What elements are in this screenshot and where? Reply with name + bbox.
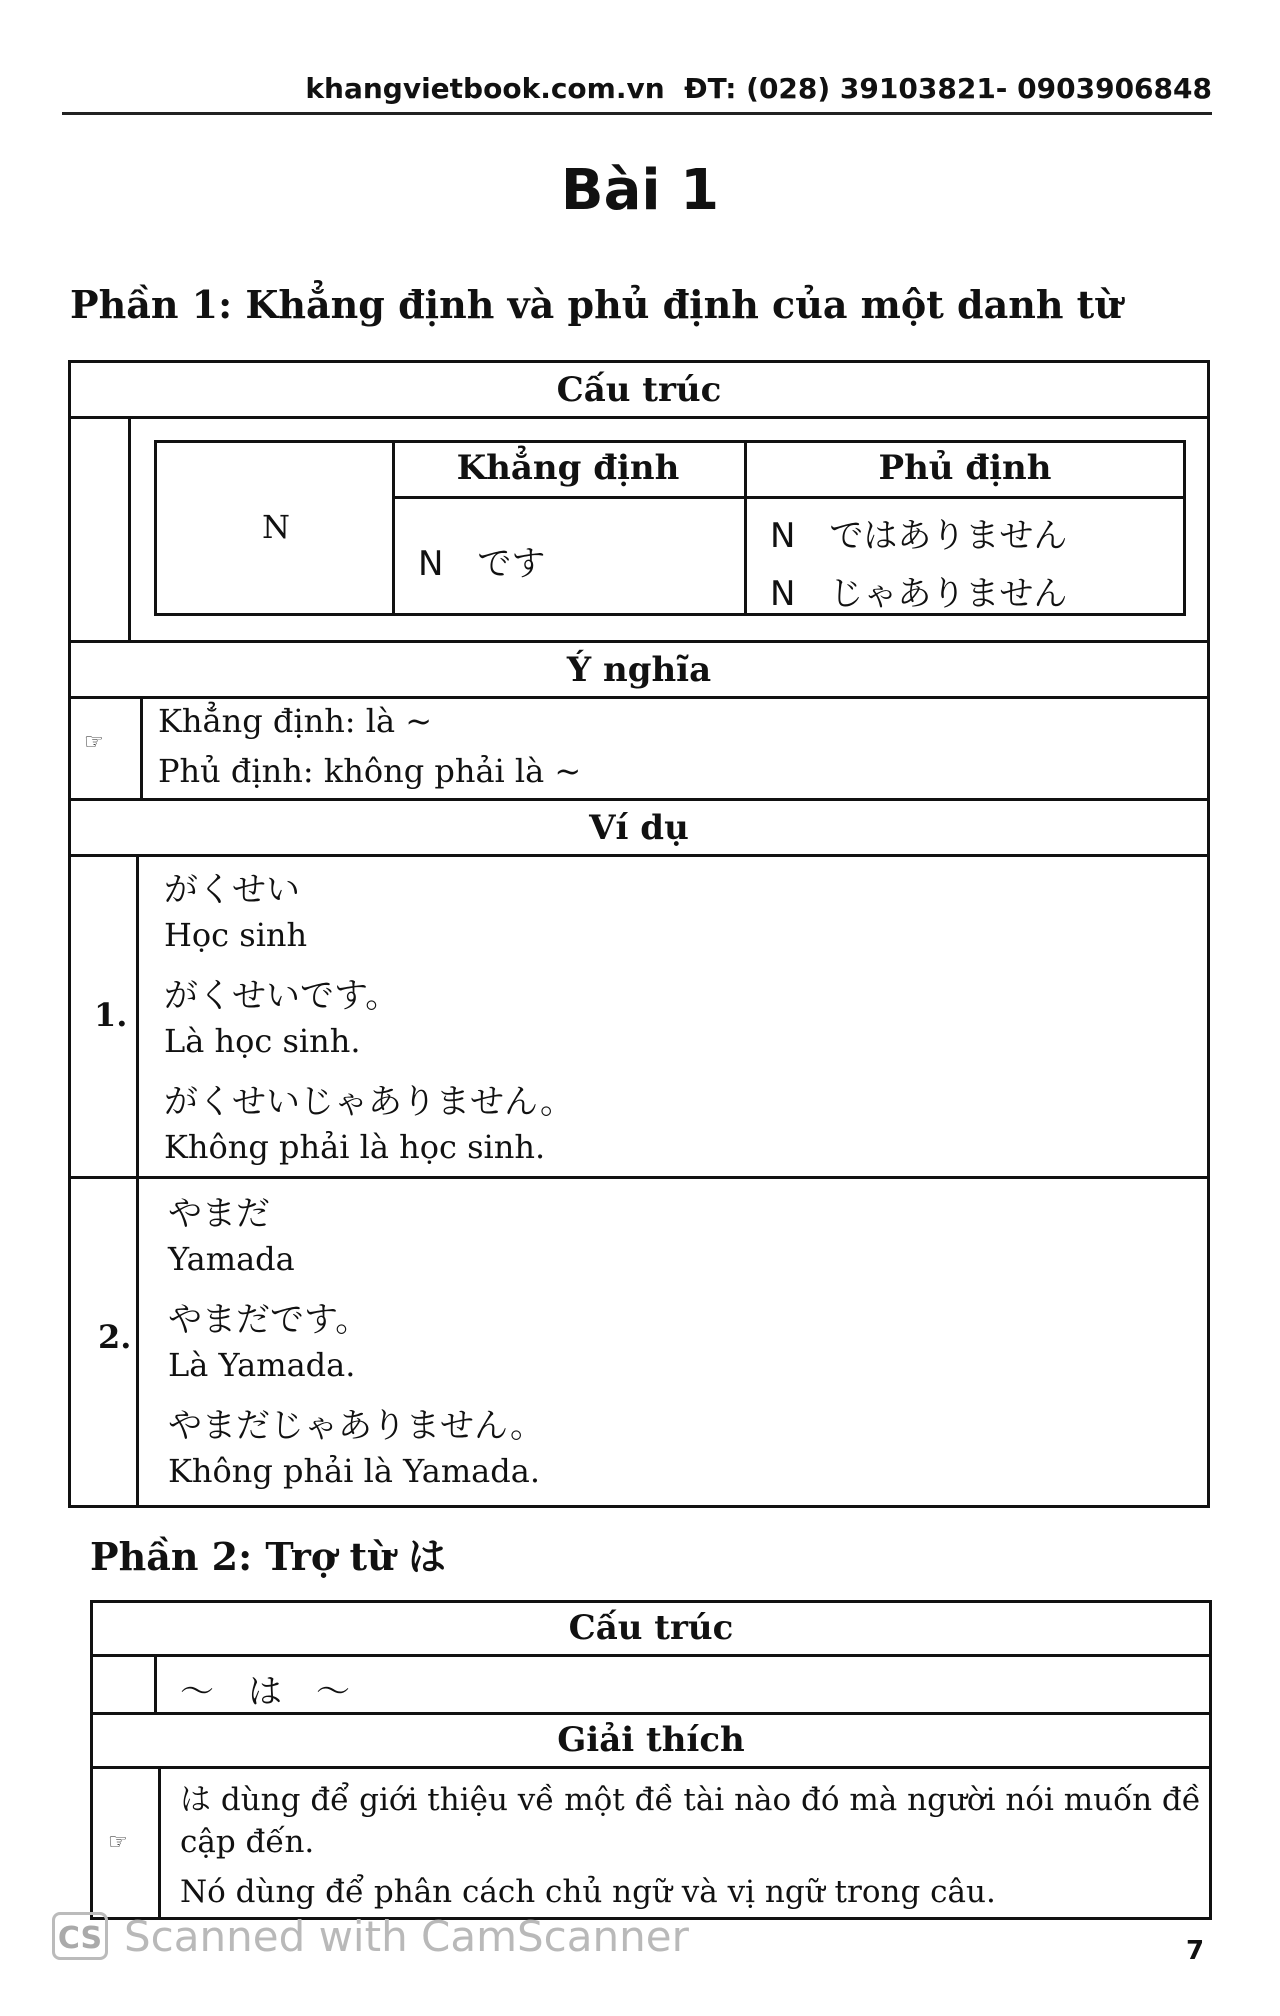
divider (128, 416, 131, 640)
divider (392, 496, 1186, 499)
lesson-title: Bài 1 (560, 158, 720, 223)
pointing-hand-icon: ☞ (108, 1830, 128, 1855)
example-2-affirmative: やまだです。 (168, 1300, 370, 1340)
example-1-negative-meaning: Không phải là học sinh. (164, 1128, 546, 1166)
divider (140, 696, 143, 798)
header-site: khangvietbook.com.vn (305, 72, 665, 105)
example-1-affirmative: がくせいです。 (164, 976, 400, 1016)
example-2-meaning: Yamada (168, 1240, 295, 1278)
pointing-hand-icon: ☞ (84, 730, 104, 755)
negative-form-1: N ではありません (770, 516, 1068, 556)
divider (136, 854, 139, 1508)
example-2-kana: やまだ (168, 1194, 270, 1234)
affirmative-form: N です (418, 544, 546, 584)
example-number-2: 2. (98, 1318, 132, 1356)
explanation-line-3: Nó dùng để phân cách chủ ngữ và vị ngữ trong câu. (180, 1874, 996, 1910)
affirmative-header: Khẳng định (456, 448, 680, 488)
divider (68, 854, 1210, 857)
divider (68, 416, 1210, 419)
divider (158, 1766, 161, 1920)
part2-structure-header: Cấu trúc (568, 1608, 734, 1648)
divider (68, 640, 1210, 643)
divider (90, 1766, 1212, 1769)
examples-header: Ví dụ (589, 808, 689, 848)
header-phone: ĐT: (028) 39103821- 0903906848 (684, 72, 1212, 105)
part1-structure-header: Cấu trúc (556, 370, 722, 410)
example-number-1: 1. (94, 996, 128, 1034)
meaning-negative: Phủ định: không phải là ~ (158, 752, 582, 790)
divider (154, 1654, 157, 1712)
example-1-negative: がくせいじゃありません。 (164, 1082, 575, 1122)
divider (68, 696, 1210, 699)
part2-structure: ～ は ～ (180, 1672, 350, 1712)
meaning-affirmative: Khẳng định: là ~ (158, 702, 433, 740)
noun-label: N (262, 508, 290, 546)
example-1-affirmative-meaning: Là học sinh. (164, 1022, 361, 1060)
scanner-watermark: Scanned with CamScanner (124, 1912, 689, 1961)
example-2-negative: やまだじゃありません。 (168, 1406, 545, 1446)
divider (68, 798, 1210, 801)
negative-form-2: N じゃありません (770, 574, 1068, 614)
divider (90, 1654, 1212, 1657)
page-header (62, 66, 1212, 115)
part2-title: Phần 2: Trợ từ は (90, 1534, 446, 1579)
page-number: 7 (1186, 1936, 1205, 1966)
example-1-kana: がくせい (164, 870, 300, 910)
divider (68, 1176, 1210, 1179)
explanation-header: Giải thích (557, 1720, 745, 1760)
explanation-line-1: は dùng để giới thiệu về một đề tài nào đó mà người nói muốn đề (180, 1782, 1201, 1818)
part2-table (90, 1600, 1212, 1920)
divider (90, 1712, 1212, 1715)
example-2-negative-meaning: Không phải là Yamada. (168, 1452, 540, 1490)
camscanner-logo: CS (52, 1912, 108, 1960)
part1-title: Phần 1: Khẳng định và phủ định của một danh từ (70, 282, 1122, 327)
meaning-header: Ý nghĩa (566, 650, 712, 690)
example-1-meaning: Học sinh (164, 916, 308, 954)
explanation-line-2: cập đến. (180, 1824, 315, 1860)
example-2-affirmative-meaning: Là Yamada. (168, 1346, 356, 1384)
negative-header: Phủ định (878, 448, 1052, 488)
